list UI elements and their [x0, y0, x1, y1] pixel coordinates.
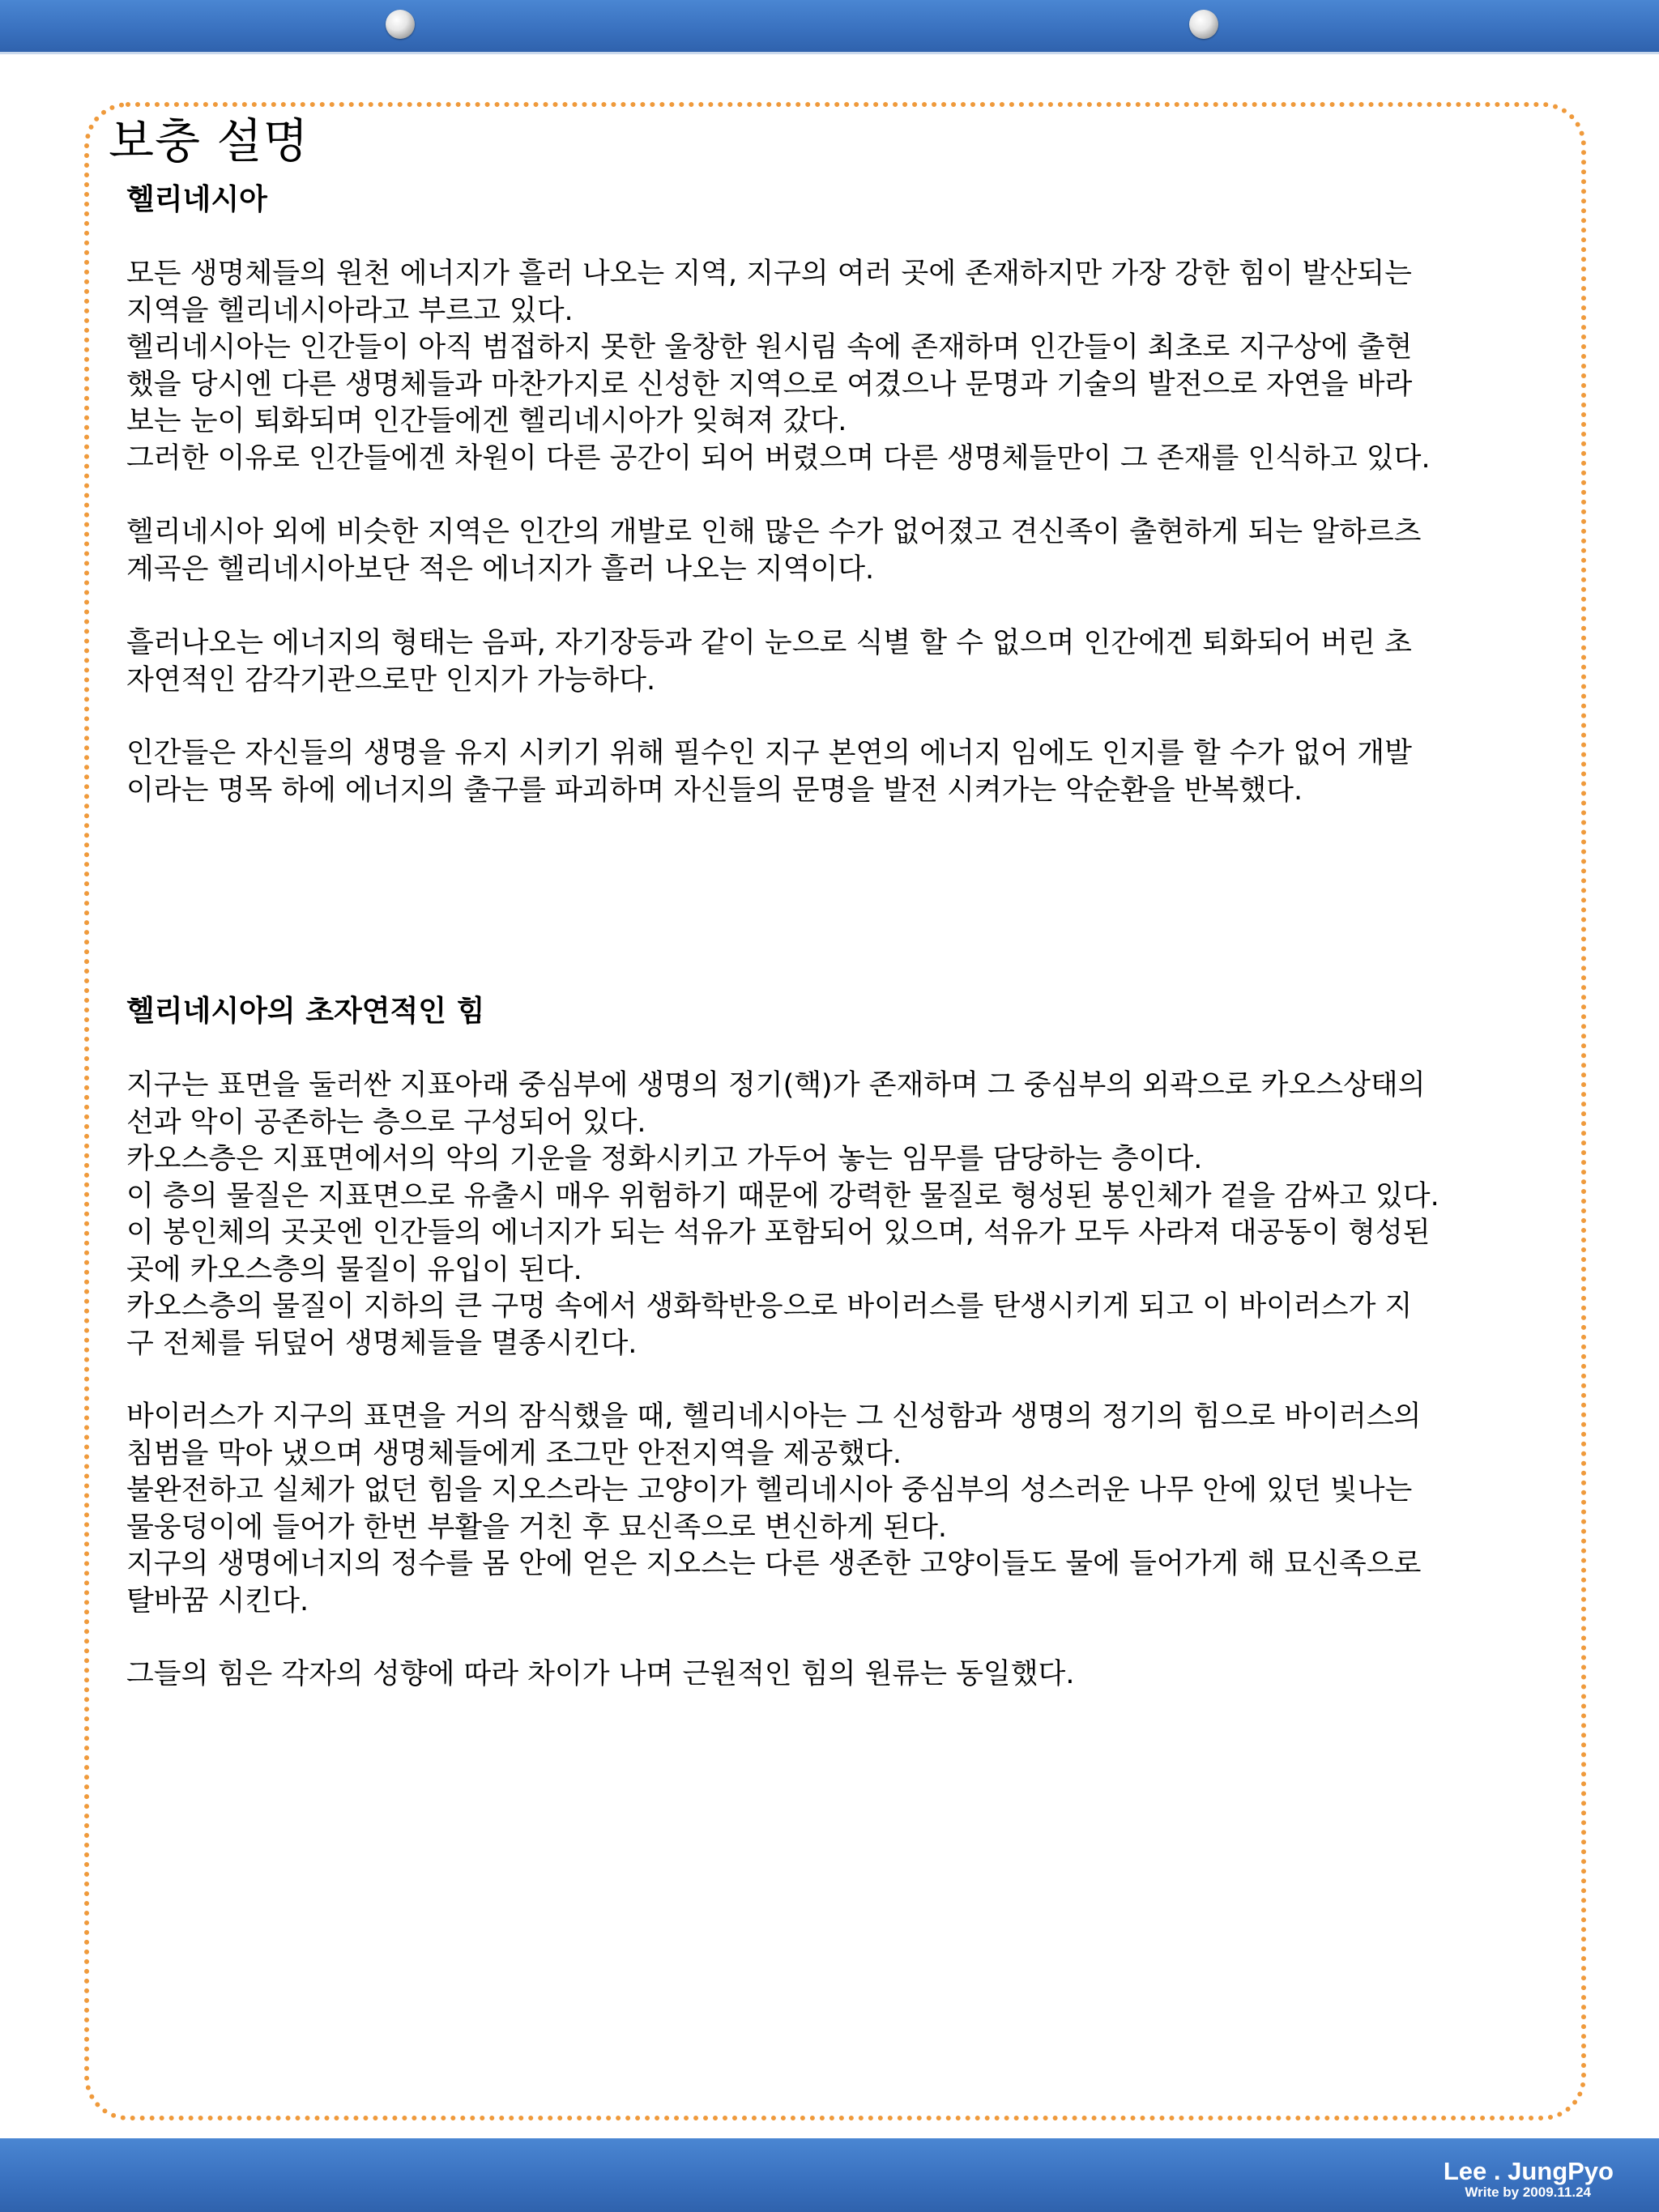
paragraph: [126, 256, 1572, 477]
text-line: 탈바꿈 시킨다.: [126, 1584, 309, 1617]
write-date: Write by 2009.11.24: [1465, 2184, 1591, 2200]
text-line: 침범을 막아 냈으며 생명체들에게 조그만 안전지역을 제공했다.: [126, 1437, 902, 1470]
text-line: 불완전하고 실체가 없던 힘을 지오스라는 고양이가 헬리네시아 중심부의 성스러운 나무 안에 있던 빛나는: [126, 1474, 1413, 1507]
text-line: 바이러스가 지구의 표면을 거의 잠식했을 때, 헬리네시아는 그 신성함과 생명의 정기의 힘으로 바이러스의: [126, 1400, 1422, 1433]
top-header-bar: [0, 0, 1659, 54]
text-line: 흘러나오는 에너지의 형태는 음파, 자기장등과 같이 눈으로 식별 할 수 없으며 인간에겐 퇴화되어 버린 초: [126, 627, 1412, 659]
text-line: 했을 당시엔 다른 생명체들과 마찬가지로 신성한 지역으로 여겼으나 문명과 기술의 발전으로 자연을 바라: [126, 368, 1413, 401]
text-line: 헬리네시아는 인간들이 아직 범접하지 못한 울창한 원시림 속에 존재하며 인간들이 최초로 지구상에 출현: [126, 331, 1413, 364]
binder-ring-icon: [386, 10, 415, 39]
text-line: 지구는 표면을 둘러싼 지표아래 중심부에 생명의 정기(핵)가 존재하며 그 중심부의 외곽으로 카오스상태의: [126, 1069, 1426, 1102]
text-line: 헬리네시아 외에 비슷한 지역은 인간의 개발로 인해 많은 수가 없어졌고 견신족이 출현하게 되는 알하르츠: [126, 516, 1422, 548]
paragraph: [126, 735, 1572, 809]
text-line: 카오스층의 물질이 지하의 큰 구멍 속에서 생화학반응으로 바이러스를 탄생시키게 되고 이 바이러스가 지: [126, 1290, 1413, 1323]
text-line: 자연적인 감각기관으로만 인지가 가능하다.: [126, 663, 656, 697]
text-line: 지역을 헬리네시아라고 부르고 있다.: [126, 294, 574, 327]
text-line: 이 봉인체의 곳곳엔 인간들의 에너지가 되는 석유가 포함되어 있으며, 석유가 모두 사라져 대공동이 형성된: [126, 1217, 1431, 1249]
paragraph: [126, 625, 1572, 699]
text-line: 그러한 이유로 인간들에겐 차원이 다른 공간이 되어 버렸으며 다른 생명체들만이 그 존재를 인식하고 있다.: [126, 441, 1431, 475]
text-line: 물웅덩이에 들어가 한번 부활을 거친 후 묘신족으로 변신하게 된다.: [126, 1511, 948, 1544]
text-line: 카오스층은 지표면에서의 악의 기운을 정화시키고 가두어 놓는 임무를 담당하는 층이다.: [126, 1143, 1203, 1175]
paragraph: [126, 1068, 1572, 1362]
text-line: 보는 눈이 퇴화되며 인간들에겐 헬리네시아가 잊혀져 갔다.: [126, 405, 847, 437]
text-line: 모든 생명체들의 원천 에너지가 흘러 나오는 지역, 지구의 여러 곳에 존재하지만 가장 강한 힘이 발산되는: [126, 258, 1412, 290]
footer-bar: [0, 2138, 1659, 2212]
paragraph: [126, 1656, 1572, 1694]
page-title: 보충 설명: [109, 113, 309, 168]
text-line: 이 층의 물질은 지표면으로 유출시 매우 위험하기 때문에 강력한 물질로 형성된 봉인체가 겉을 감싸고 있다.: [126, 1179, 1439, 1213]
text-line: 구 전체를 뒤덮어 생명체들을 멸종시킨다.: [126, 1327, 638, 1360]
text-line: 곳에 카오스층의 물질이 유입이 된다.: [126, 1253, 582, 1286]
text-line: 선과 악이 공존하는 층으로 구성되어 있다.: [126, 1106, 646, 1139]
text-line: 그들의 힘은 각자의 성향에 따라 차이가 나며 근원적인 힘의 원류는 동일했다.: [126, 1658, 1075, 1690]
binder-ring-icon: [1189, 10, 1218, 39]
text-line: 이라는 명목 하에 에너지의 출구를 파괴하며 자신들의 문명을 발전 시켜가는 악순환을 반복했다.: [126, 774, 1303, 807]
section-heading-helinesia: 헬리네시아: [126, 183, 267, 216]
paragraph: [126, 1399, 1572, 1620]
author-name: Lee . JungPyo: [1443, 2157, 1614, 2185]
text-line: 계곡은 헬리네시아보단 적은 에너지가 흘러 나오는 지역이다.: [126, 552, 875, 586]
section-heading-supernatural-power: 헬리네시아의 초자연적인 힘: [126, 995, 485, 1028]
paragraph: [126, 514, 1572, 588]
text-line: 지구의 생명에너지의 정수를 몸 안에 얻은 지오스는 다른 생존한 고양이들도 물에 들어가게 해 묘신족으로: [126, 1548, 1422, 1580]
text-line: 인간들은 자신들의 생명을 유지 시키기 위해 필수인 지구 본연의 에너지 임에도 인지를 할 수가 없어 개발: [126, 737, 1412, 769]
